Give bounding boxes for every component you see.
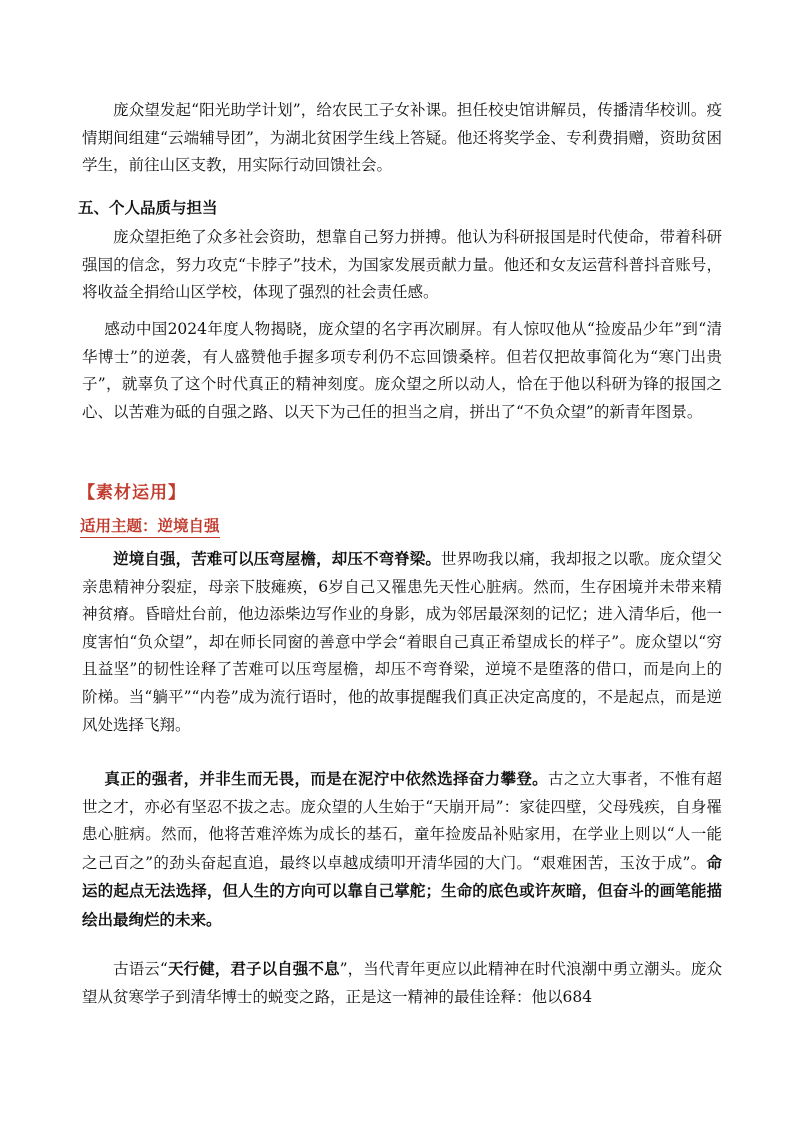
material-paragraph-3 (82, 955, 722, 1011)
section-heading: 五、个人品质与担当 (78, 198, 218, 217)
intro-paragraph (82, 97, 722, 180)
paragraph-3-body: ”，当代青年更应以此精神在时代浪潮中勇立潮头。庞众望从贫寒学子到清华博士的蜕变之路，正是这一精神的最佳诠释：他以684 (82, 960, 722, 1006)
paragraph-character (82, 224, 722, 307)
paragraph-2-body: 古之立大事者，不惟有超世之才，亦必有坚忍不拔之志。庞众望的人生始于“天崩开局”：家徒四壁，父母残疾，自身罹患心脏病。然而，他将苦难淬炼为成长的基石，童年捡废品补贴家用，在学业上则以“人一能之己百之”的劲头奋起直追，最终以卓越成绩叩开清华园的大门。“艰难困苦，玉汝于成”。 (82, 770, 722, 872)
paragraph-3-start: 古语云“ (113, 960, 168, 978)
paragraph-award (82, 316, 722, 426)
paragraph-character-text: 庞众望拒绝了众多社会资助，想靠自己努力拼搏。他认为科研报国是时代使命，带着科研强国的信念，努力攻克“卡脖子”技术，为国家发展贡献力量。他还和女友运营科普抖音账号，将收益全捐给山区学校，体现了强烈的社会责任感。 (82, 228, 722, 302)
paragraph-award-text: 感动中国2024年度人物揭晓，庞众望的名字再次刷屏。有人惊叹他从“捡废品少年”到“清华博士”的逆袭，有人盛赞他手握多项专利仍不忘回馈桑梓。但若仅把故事简化为“寒门出贵子”，就辜负了这个时代真正的精神刻度。庞众望之所以动人，恰在于他以科研为锋的报国之心、以苦难为砥的自强之路、以天下为己任的担当之肩，拼出了“不负众望”的新青年图景。 (82, 320, 722, 421)
material-paragraph-1 (82, 545, 722, 739)
paragraph-1-lead: 逆境自强，苦难可以压弯屋檐，却压不弯脊梁。 (113, 549, 442, 568)
paragraph-2-lead: 真正的强者，并非生而无畏，而是在泥泞中依然选择奋力攀登。 (104, 769, 549, 788)
paragraph-2-closing: 命运的起点无法选择，但人生的方向可以靠自己掌舵；生命的底色或许灰暗，但奋斗的画笔能描绘出最绚烂的未来。 (82, 852, 722, 929)
material-paragraph-2 (82, 765, 722, 935)
paragraph-1-body: 世界吻我以痛，我却报之以歌。庞众望父亲患精神分裂症，母亲下肢瘫痪，6岁自己又罹患先天性心脏病。然而，生存困境并未带来精神贫瘠。昏暗灶台前，他边添柴边写作业的身影，成为邻居最深刻的记忆；进入清华后，他一度害怕“负众望”，却在师长同窗的善意中学会“着眼自己真正希望成长的样子”。庞众望以“穷且益坚”的韧性诠释了苦难可以压弯屋檐，却压不弯脊梁，逆境不是堕落的借口，而是向上的阶梯。当“躺平”“内卷”成为流行语时，他的故事提醒我们真正决定高度的，不是起点，而是逆风处选择飞翔。 (82, 550, 722, 734)
theme-label: 适用主题：逆境自强 (80, 514, 220, 538)
paragraph-3-quote: 天行健，君子以自强不息 (167, 959, 340, 978)
intro-text: 庞众望发起“阳光助学计划”，给农民工子女补课。担任校史馆讲解员，传播清华校训。疫情期间组建“云端辅导团”，为湖北贫困学生线上答疑。他还将奖学金、专利费捐赠，资助贫困学生，前往山区支教，用实际行动回馈社会。 (82, 101, 722, 175)
material-usage-tag: 【素材运用】 (78, 483, 186, 503)
